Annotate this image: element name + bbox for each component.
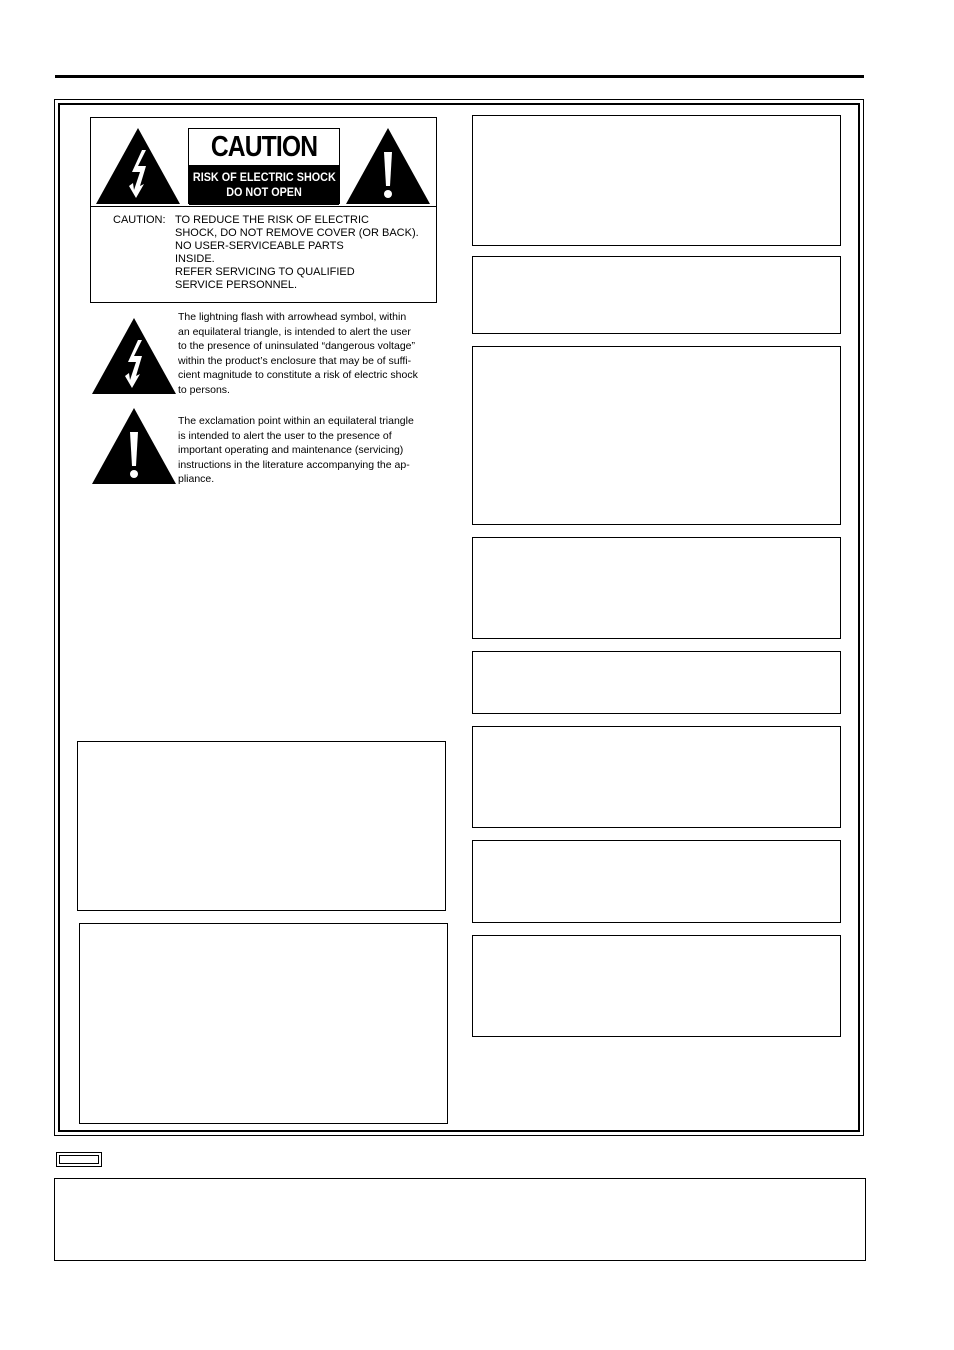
- note-line: The exclamation point within an equilateral triangle: [178, 415, 414, 427]
- notice-box-right-1: [472, 115, 841, 246]
- notice-box-left-1: [77, 741, 446, 911]
- caution-line: SHOCK, DO NOT REMOVE COVER (OR BACK).: [175, 227, 419, 239]
- caution-badge-title: CAUTION: [200, 129, 328, 165]
- lightning-symbol-note: [178, 310, 438, 397]
- exclamation-symbol-note: [178, 414, 438, 487]
- notice-box-right-4: [472, 537, 841, 639]
- note-line: cient magnitude to constitute a risk of electric shock: [178, 369, 418, 381]
- region-tag: [56, 1152, 102, 1167]
- caution-badge: [188, 128, 340, 204]
- notice-box-right-3: [472, 346, 841, 525]
- caution-line: NO USER-SERVICEABLE PARTS: [175, 240, 344, 252]
- caution-line: TO REDUCE THE RISK OF ELECTRIC: [175, 214, 369, 226]
- exclamation-warning-icon: [92, 408, 176, 484]
- note-line: is intended to alert the user to the presence of: [178, 429, 392, 442]
- note-line: instructions in the literature accompanying the ap-: [178, 458, 410, 471]
- note-line: to the presence of uninsulated “dangerous voltage”: [178, 340, 415, 352]
- notice-box-right-5: [472, 651, 841, 714]
- notice-box-right-2: [472, 256, 841, 334]
- badge-line-2: DO NOT OPEN: [226, 185, 302, 199]
- caution-badge-subtitle: [189, 165, 339, 205]
- note-line: an equilateral triangle, is intended to alert the user: [178, 325, 411, 338]
- note-line: The lightning flash with arrowhead symbol, within: [178, 311, 407, 323]
- caution-text-label: CAUTION:: [113, 214, 166, 226]
- note-line: to persons.: [178, 383, 230, 396]
- bottom-notice-box: [54, 1178, 866, 1261]
- caution-text-body: [175, 214, 437, 292]
- badge-line-1: RISK OF ELECTRIC SHOCK: [192, 170, 336, 184]
- note-line: pliance.: [178, 473, 215, 485]
- note-line: within the product’s enclosure that may be of suffi-: [178, 354, 412, 367]
- lightning-warning-icon: [92, 318, 176, 394]
- caution-panel-divider: [90, 206, 437, 207]
- note-line: important operating and maintenance (servicing): [178, 444, 404, 456]
- lightning-warning-icon: [96, 128, 180, 204]
- notice-box-left-2: [79, 923, 448, 1124]
- region-tag-inner: [59, 1155, 99, 1164]
- header-rule: [55, 75, 864, 78]
- notice-box-right-6: [472, 726, 841, 828]
- notice-box-right-8: [472, 935, 841, 1037]
- exclamation-warning-icon: [346, 128, 430, 204]
- caution-line: SERVICE PERSONNEL.: [175, 279, 298, 291]
- notice-box-right-7: [472, 840, 841, 923]
- caution-line: REFER SERVICING TO QUALIFIED: [175, 266, 355, 278]
- caution-line: INSIDE.: [175, 253, 215, 265]
